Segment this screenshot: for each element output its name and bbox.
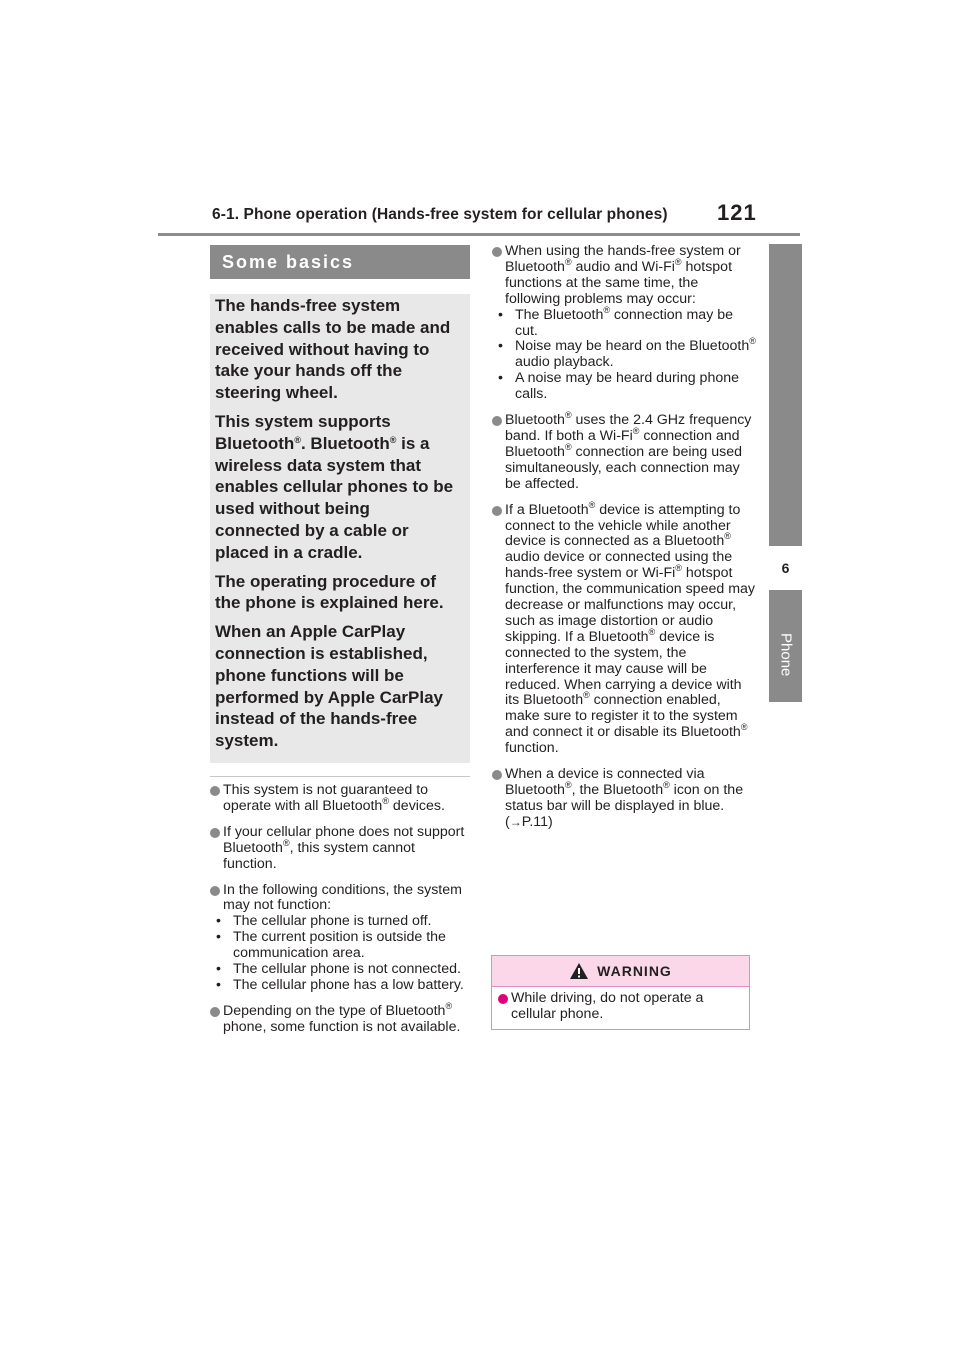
registered-mark: ® [648, 626, 656, 637]
intro-paragraph: When an Apple CarPlay connection is established, phone functions will be performed by Apple CarPlay instead of the hands-free system. [215, 622, 443, 751]
list-item [210, 783, 472, 815]
sub-item: • A noise may be heard during phone calls. [498, 370, 740, 403]
list-item [492, 499, 757, 758]
chapter-title: 6-1. Phone operation (Hands-free system for cellular phones) [212, 206, 668, 223]
bullet-icon [210, 786, 220, 796]
text-run: When using the hands-free system or Bluetooth [505, 243, 741, 275]
sub-item: • The cellular phone is turned off. [216, 913, 432, 930]
page-number: 121 [717, 200, 757, 225]
warning-box [491, 955, 750, 1030]
bullet-icon [498, 994, 508, 1004]
text-run: , the Bluetooth [571, 782, 664, 798]
text-run: This system is not guaranteed to operate with all Bluetooth [223, 782, 429, 814]
chapter-number: 6 [769, 546, 802, 590]
registered-mark: ® [294, 434, 301, 445]
warning-body [492, 987, 749, 1023]
intro-paragraph [215, 411, 458, 564]
text-run: If your cellular phone does not support Bluetooth [223, 823, 465, 856]
left-notes [210, 783, 472, 1046]
list-item [210, 883, 472, 994]
section-divider [210, 776, 470, 777]
registered-mark: ® [564, 780, 572, 790]
list-item [492, 410, 757, 493]
registered-mark: ® [724, 531, 731, 542]
sub-item: • The cellular phone is not connected. [216, 961, 461, 978]
intro-paragraph: The operating procedure of the phone is explained here. [215, 571, 444, 613]
page-reference-link[interactable]: P.11) [521, 813, 553, 830]
sub-item-text: The Bluetooth [515, 306, 604, 323]
sub-item-text: The current position is outside the communication area. [233, 929, 446, 962]
bullet-icon [492, 506, 502, 516]
registered-mark: ® [663, 780, 670, 790]
registered-mark: ® [674, 256, 682, 267]
registered-mark: ® [282, 837, 290, 848]
sub-item: • Noise may be heard on the Bluetooth® audio playback. [498, 336, 756, 371]
text-run: uses the 2.4 GHz frequency band. If both a Wi-Fi [505, 412, 752, 444]
registered-mark: ® [749, 336, 756, 347]
header-divider [158, 233, 800, 236]
text-run: hotspot functions at the same time, the following problems may occur: [505, 258, 733, 307]
registered-mark: ® [564, 441, 572, 452]
text-run: audio and Wi-Fi [571, 258, 675, 275]
text-run: . Bluetooth [300, 433, 390, 453]
text-run: device is connected to the system, the interference it may cause will be reduced. When carrying a device with its Bluetooth [505, 628, 742, 709]
intro-box [210, 294, 470, 763]
bullet-icon [492, 416, 502, 426]
text-run: Depending on the type of Bluetooth [223, 1002, 446, 1019]
warning-triangle-icon [569, 962, 589, 980]
text-run: This system supports Bluetooth [215, 411, 391, 453]
text-run: connection and Bluetooth [505, 427, 740, 460]
bullet-icon [210, 828, 220, 838]
registered-mark: ® [675, 563, 682, 574]
list-item [498, 991, 743, 1023]
text-run: connection are being used simultaneously, each connection may be affected. [505, 443, 742, 492]
warning-text: While driving, do not operate a cellular phone. [511, 990, 704, 1022]
sub-item-text: connection may be cut. [515, 306, 734, 339]
registered-mark: ® [564, 256, 572, 267]
section-heading: Some basics [210, 245, 470, 279]
warning-header [492, 956, 749, 987]
text-run: Bluetooth [505, 412, 565, 429]
registered-mark: ® [382, 795, 389, 806]
text-run: icon on the status bar will be displayed in blue. ( [505, 782, 744, 830]
text-run: connection enabled, make sure to register it to the system and connect it or disable its Bluetooth [505, 692, 741, 741]
registered-mark: ® [588, 499, 596, 510]
sub-item-text: A noise may be heard during phone calls. [515, 370, 740, 403]
sub-item-text: audio playback. [515, 354, 614, 371]
sub-item: • The cellular phone has a low battery. [216, 976, 464, 993]
right-notes [492, 244, 757, 841]
bullet-icon [492, 247, 502, 257]
text-run: If a Bluetooth [505, 501, 589, 518]
list-item [210, 825, 472, 873]
sub-item-text: The cellular phone is turned off. [233, 913, 432, 930]
list-item [492, 244, 757, 403]
text-run: devices. [388, 797, 445, 814]
text-run: device is attempting to connect to the vehicle while another device is connected as a Bluetooth [505, 501, 741, 550]
list-item [210, 1000, 472, 1036]
sub-item-text: The cellular phone has a low battery. [233, 976, 464, 993]
text-run: When a device is connected via Bluetooth [505, 766, 705, 798]
text-run: function. [505, 740, 559, 757]
bullet-icon [210, 886, 220, 896]
registered-mark: ® [389, 434, 397, 445]
sub-item: • The current position is outside the communication area. [216, 929, 446, 962]
warning-title: WARNING [597, 963, 672, 979]
bullet-icon [210, 1007, 220, 1017]
registered-mark: ® [740, 722, 748, 733]
intro-paragraph: The hands-free system enables calls to be made and received without having to take your hands off the steering wheel. [215, 296, 451, 403]
arrow-right-icon: → [509, 814, 522, 829]
text-run: audio device or connected using the hands-free system or Wi-Fi [505, 549, 733, 582]
text-run: , this system cannot function. [223, 839, 415, 872]
text-run: is a wireless data system that enables cellular phones to be used without being connected by a cable or placed in a cradle. [215, 433, 454, 562]
text-run: phone, some function is not available. [223, 1018, 461, 1035]
sub-item-text: Noise may be heard on the Bluetooth [515, 338, 750, 355]
chapter-label: Phone [777, 633, 795, 677]
text-run: In the following conditions, the system may not function: [223, 881, 462, 914]
registered-mark: ® [603, 304, 610, 315]
registered-mark: ® [583, 690, 590, 701]
text-run: hotspot function, the communication speed may decrease or malfunctions may occur, such as image distortion or audio skipping. If a Bluetooth [505, 565, 755, 645]
registered-mark: ® [445, 1000, 453, 1011]
bullet-icon [492, 770, 502, 780]
sub-item-text: The cellular phone is not connected. [233, 961, 461, 978]
sub-item: • The Bluetooth® connection may be cut. [498, 304, 734, 339]
registered-mark: ® [632, 425, 640, 436]
registered-mark: ® [564, 410, 572, 421]
list-item [492, 767, 757, 831]
